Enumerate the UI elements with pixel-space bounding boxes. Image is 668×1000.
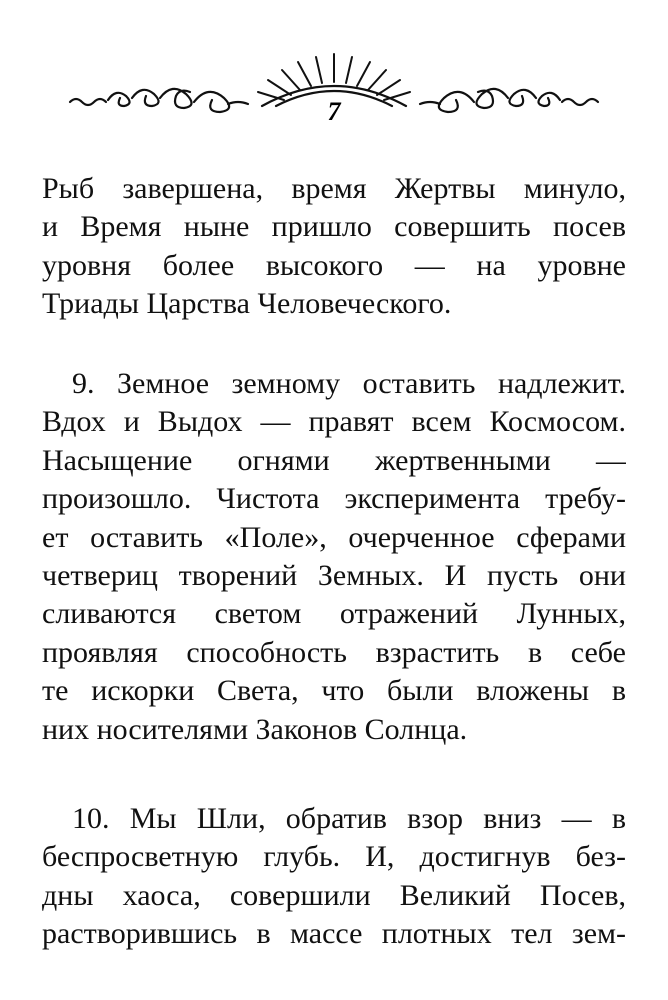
text-line: проявляя способность взрастить в себе	[42, 635, 626, 669]
text-line: Триады Царства Человеческого.	[42, 287, 452, 321]
text-line: 10. Мы Шли, обратив взор вниз — в	[72, 802, 626, 835]
page-header	[0, 40, 668, 130]
page-number: 7	[327, 97, 341, 126]
text-line: 9. Земное земному оставить надлежит.	[72, 367, 626, 400]
text-line: и Время ныне пришло совершить посев	[42, 210, 626, 244]
text-line: Насыщение огнями жертвенными —	[42, 443, 626, 477]
text-line: четвериц творений Земных. И пусть они	[42, 558, 626, 592]
text-line: Рыб завершена, время Жертвы минуло,	[42, 172, 626, 205]
text-line: уровня более высокого — на уровне	[42, 248, 626, 282]
text-line: сливаются светом отражений Лунных,	[42, 597, 626, 631]
sunburst-flourish-ornament-icon	[0, 40, 668, 130]
text-line: те искорки Света, что были вложены в	[42, 674, 626, 708]
text-line: беспросветную глубь. И, достигнув без-	[42, 840, 626, 874]
paragraph-10	[42, 800, 626, 954]
paragraph-9	[42, 365, 626, 749]
text-line: ет оставить «Поле», очерченное сферами	[42, 520, 626, 554]
text-line: растворившись в массе плотных тел зем-	[42, 917, 626, 951]
text-line: Вдох и Выдох — правят всем Космосом.	[42, 405, 626, 439]
paragraph-continuation	[42, 170, 626, 324]
text-line: них носителями Законов Солнца.	[42, 712, 468, 746]
text-line: дны хаоса, совершили Великий Посев,	[42, 878, 626, 912]
text-line: произошло. Чистота эксперимента требу-	[42, 482, 626, 516]
